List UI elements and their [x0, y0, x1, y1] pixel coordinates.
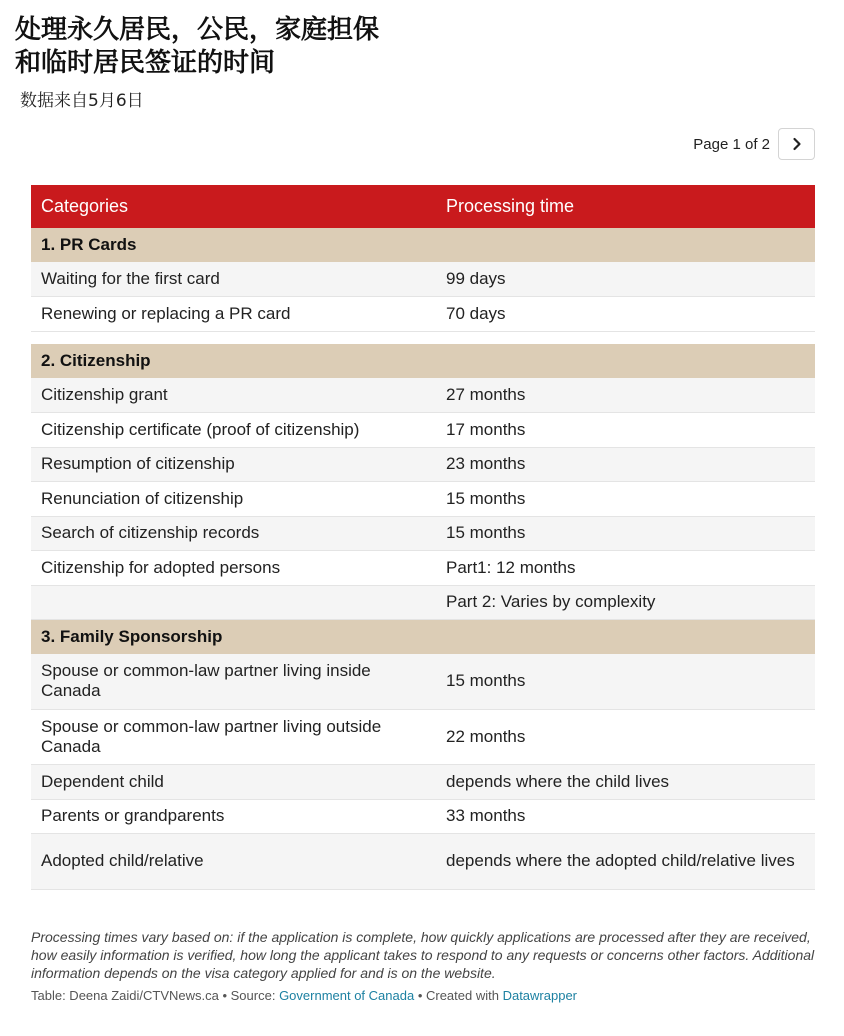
chart-subtitle: 数据来自5月6日: [20, 91, 144, 111]
section-title: 3. Family Sponsorship: [31, 620, 815, 654]
category-cell: Citizenship for adopted persons: [31, 551, 436, 586]
category-cell: Spouse or common-law partner living inside Canada: [31, 654, 436, 710]
spacer-cell: [31, 331, 815, 344]
column-header-processing-time[interactable]: Processing time: [436, 185, 815, 228]
table-row: [31, 799, 815, 834]
processing-time-cell: Part1: 12 months: [436, 551, 815, 586]
table-row: [31, 297, 815, 332]
category-cell: Citizenship certificate (proof of citizenship): [31, 413, 436, 448]
category-cell: Search of citizenship records: [31, 516, 436, 551]
pagination: [693, 128, 815, 160]
section-title: 2. Citizenship: [31, 344, 815, 378]
processing-time-cell: 15 months: [436, 516, 815, 551]
table-row: [31, 585, 815, 620]
table-row: [31, 516, 815, 551]
section-title: 1. PR Cards: [31, 228, 815, 262]
category-cell: [31, 585, 436, 620]
category-cell: Renunciation of citizenship: [31, 482, 436, 517]
section-spacer: [31, 331, 815, 344]
next-page-button[interactable]: [778, 128, 815, 160]
datawrapper-link[interactable]: Datawrapper: [502, 988, 578, 1003]
category-cell: Resumption of citizenship: [31, 447, 436, 482]
section-header-row: [31, 620, 815, 654]
processing-time-cell: depends where the child lives: [436, 765, 815, 800]
section-header-row: [31, 228, 815, 262]
credits-prefix: Table: Deena Zaidi/CTVNews.ca • Source:: [31, 988, 280, 1003]
column-header-categories[interactable]: Categories: [31, 185, 436, 228]
section-header-row: [31, 344, 815, 378]
table-row: [31, 834, 815, 890]
processing-time-cell: 22 months: [436, 709, 815, 765]
category-cell: Renewing or replacing a PR card: [31, 297, 436, 332]
table-header-row: [31, 185, 815, 228]
processing-time-cell: 23 months: [436, 447, 815, 482]
processing-time-cell: 27 months: [436, 378, 815, 413]
table-notes: Processing times vary based on: if the application is complete, how quickly applications are processed after they are received, how easily information is verified, how long the applicant takes to respond to any requests or concerns other factors. Additional information depends on the visa category applied for and is on the website.: [31, 929, 815, 981]
table-row: [31, 447, 815, 482]
page-indicator: Page 1 of 2: [693, 135, 770, 153]
category-cell: Spouse or common-law partner living outside Canada: [31, 709, 436, 765]
processing-time-cell: depends where the adopted child/relative lives: [436, 834, 815, 890]
title-line-1: 处理永久居民，公民，家庭担保: [15, 15, 380, 45]
table-row: [31, 413, 815, 448]
chevron-right-icon: [791, 137, 803, 151]
table-credits: [31, 988, 577, 1003]
category-cell: Adopted child/relative: [31, 834, 436, 890]
table-row: [31, 765, 815, 800]
source-link[interactable]: Government of Canada: [279, 988, 415, 1003]
category-cell: Citizenship grant: [31, 378, 436, 413]
title-line-2: 和临时居民签证的时间: [15, 48, 276, 78]
processing-time-cell: 17 months: [436, 413, 815, 448]
processing-time-cell: 15 months: [436, 482, 815, 517]
category-cell: Dependent child: [31, 765, 436, 800]
processing-time-cell: Part 2: Varies by complexity: [436, 585, 815, 620]
table-row: [31, 262, 815, 297]
processing-time-cell: 15 months: [436, 654, 815, 710]
table-row: [31, 551, 815, 586]
table-body: [31, 228, 815, 889]
processing-time-cell: 33 months: [436, 799, 815, 834]
category-cell: Waiting for the first card: [31, 262, 436, 297]
table-row: [31, 378, 815, 413]
processing-times-table: [31, 185, 815, 890]
category-cell: Parents or grandparents: [31, 799, 436, 834]
chart-title: [15, 14, 615, 80]
table-row: [31, 482, 815, 517]
credits-middle: • Created with: [414, 988, 503, 1003]
table-row: [31, 709, 815, 765]
table-row: [31, 654, 815, 710]
processing-time-cell: 70 days: [436, 297, 815, 332]
processing-time-cell: 99 days: [436, 262, 815, 297]
